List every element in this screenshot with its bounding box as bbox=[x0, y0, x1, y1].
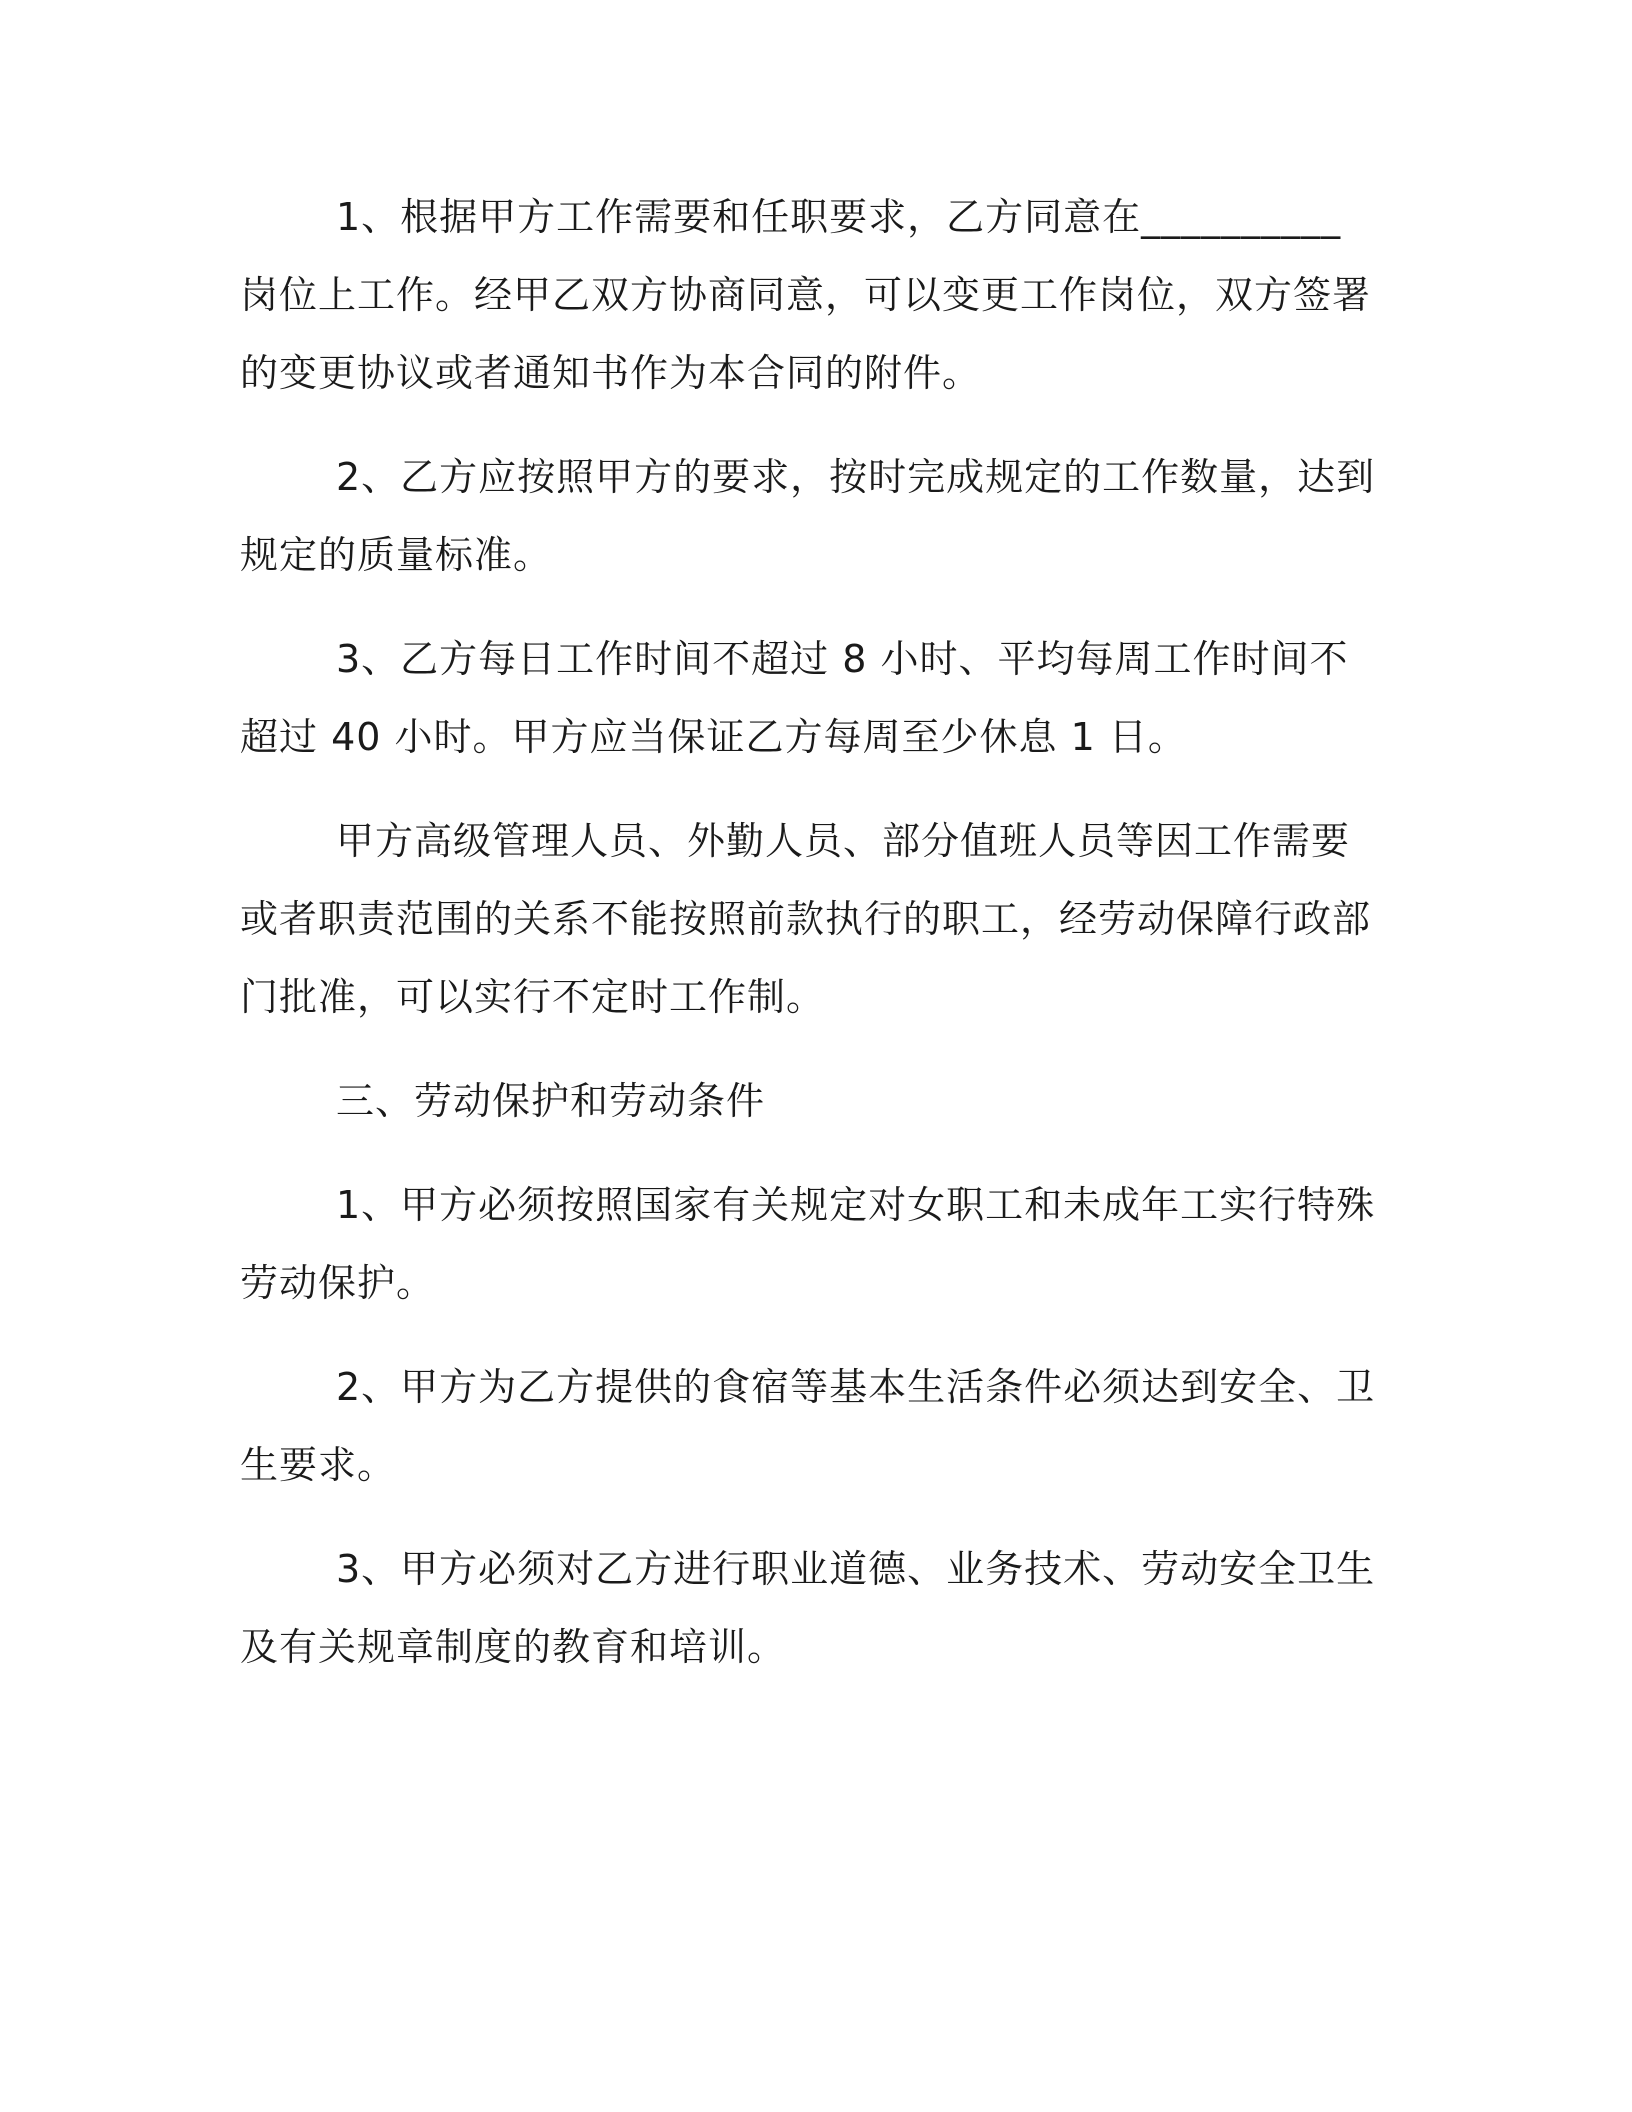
paragraph-2: 2、乙方应按照甲方的要求，按时完成规定的工作数量，达到规定的质量标准。 bbox=[240, 455, 1376, 577]
paragraph-5: 1、甲方必须按照国家有关规定对女职工和未成年工实行特殊劳动保护。 bbox=[240, 1183, 1376, 1305]
document-body bbox=[240, 178, 1380, 1712]
paragraph-6: 2、甲方为乙方提供的食宿等基本生活条件必须达到安全、卫生要求。 bbox=[240, 1365, 1376, 1487]
paragraph-7: 3、甲方必须对乙方进行职业道德、业务技术、劳动安全卫生及有关规章制度的教育和培训。 bbox=[240, 1547, 1376, 1669]
paragraph-3: 3、乙方每日工作时间不超过 8 小时、平均每周工作时间不超过 40 小时。甲方应当保证乙方每周至少休息 1 日。 bbox=[240, 637, 1349, 759]
section-heading: 三、劳动保护和劳动条件 bbox=[336, 1079, 766, 1123]
paragraph-1: 1、根据甲方工作需要和任职要求，乙方同意在__________岗位上工作。经甲乙双方协商同意，可以变更工作岗位，双方签署的变更协议或者通知书作为本合同的附件。 bbox=[240, 195, 1372, 395]
paragraph-4: 甲方高级管理人员、外勤人员、部分值班人员等因工作需要或者职责范围的关系不能按照前款执行的职工，经劳动保障行政部门批准，可以实行不定时工作制。 bbox=[240, 819, 1372, 1019]
